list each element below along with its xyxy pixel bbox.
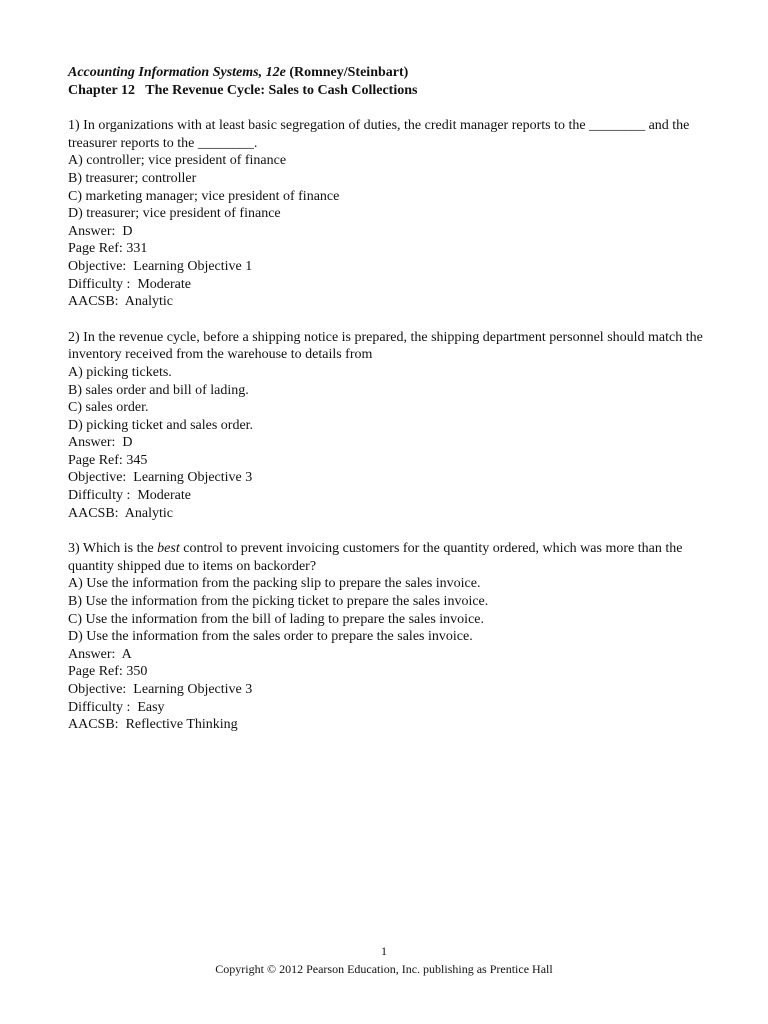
- stem-emphasis: best: [157, 541, 180, 557]
- option-b: B) Use the information from the picking ticket to prepare the sales invoice.: [68, 594, 489, 610]
- difficulty: Difficulty : Moderate: [68, 276, 191, 292]
- chapter-title: Chapter 12 The Revenue Cycle: Sales to Cash Collections: [68, 82, 418, 98]
- page-number: 1: [381, 944, 387, 958]
- option-d: D) picking ticket and sales order.: [68, 417, 254, 433]
- option-a: A) Use the information from the packing slip to prepare the sales invoice.: [68, 576, 481, 592]
- document-page: [68, 64, 708, 734]
- option-c: C) Use the information from the bill of lading to prepare the sales invoice.: [68, 611, 484, 627]
- difficulty: Difficulty : Moderate: [68, 488, 191, 504]
- book-title-line: [68, 64, 708, 82]
- question-stem: 2) In the revenue cycle, before a shipping notice is prepared, the shipping department personnel should match the inventory received from the warehouse to details from: [68, 329, 703, 363]
- question-stem: [68, 540, 708, 575]
- document-header: [68, 64, 708, 99]
- question-1: [68, 117, 708, 311]
- aacsb: AACSB: Reflective Thinking: [68, 717, 238, 733]
- question-stem: 1) In organizations with at least basic segregation of duties, the credit manager reports to the ________ and the treasurer reports to the ________.: [68, 118, 690, 151]
- answer: Answer: D: [68, 223, 133, 239]
- option-b: B) treasurer; controller: [68, 170, 197, 186]
- option-b: B) sales order and bill of lading.: [68, 382, 249, 398]
- aacsb: AACSB: Analytic: [68, 294, 174, 310]
- book-authors: (Romney/Steinbart): [285, 65, 409, 80]
- page-ref: Page Ref: 331: [68, 241, 148, 257]
- copyright-notice: Copyright © 2012 Pearson Education, Inc. publishing as Prentice Hall: [215, 962, 553, 976]
- book-title: Accounting Information Systems, 12e: [68, 65, 286, 80]
- page-ref: Page Ref: 345: [68, 452, 148, 468]
- objective: Objective: Learning Objective 3: [68, 470, 253, 486]
- option-c: C) marketing manager; vice president of finance: [68, 188, 340, 204]
- stem-end: control to prevent invoicing customers for the quantity ordered, which was more than the quantity shipped due to items on backorder?: [68, 541, 683, 574]
- answer: Answer: D: [68, 435, 133, 451]
- option-a: A) picking tickets.: [68, 364, 172, 380]
- objective: Objective: Learning Objective 1: [68, 258, 253, 274]
- stem-start: 3) Which is the: [68, 541, 158, 557]
- option-d: D) Use the information from the sales order to prepare the sales invoice.: [68, 629, 473, 645]
- difficulty: Difficulty : Easy: [68, 699, 165, 715]
- objective: Objective: Learning Objective 3: [68, 682, 253, 697]
- page-ref: Page Ref: 350: [68, 664, 148, 680]
- aacsb: AACSB: Analytic: [68, 505, 174, 521]
- option-a: A) controller; vice president of finance: [68, 153, 287, 169]
- question-3: [68, 540, 708, 734]
- question-2: [68, 329, 708, 523]
- option-d: D) treasurer; vice president of finance: [68, 206, 281, 222]
- option-c: C) sales order.: [68, 400, 149, 416]
- answer: Answer: A: [68, 646, 132, 662]
